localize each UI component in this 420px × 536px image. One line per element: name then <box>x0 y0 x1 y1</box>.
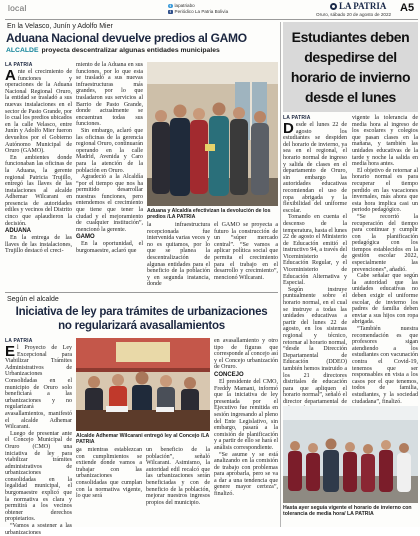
aduana-byline: LA PATRIA <box>5 62 33 68</box>
person-figure <box>251 111 269 195</box>
headline-line: despedirse del <box>304 49 397 65</box>
aduana-column-1 <box>5 62 72 290</box>
urbanizaciones-photo-caption: Alcalde Adhemar Wilcarani entregó ley al Concejo /LA PATRIA <box>76 433 210 445</box>
urbanizaciones-headline <box>5 305 278 333</box>
newspaper-logo <box>330 1 386 11</box>
social-handle: lapatriabo <box>174 3 195 8</box>
aduana-photo <box>147 62 278 206</box>
section-subheading: CONCEJO <box>214 371 244 378</box>
paragraph: El presidente del CMO, Freddy Mamani, informó que la iniciativa de ley presentada por el Ejecutivo fue remitida en sesión ingresando al pleno del Ente Legislativo, sin embargo, pasará a la comisión de planificación y a partir de ello se hará el análisis correspondiente. <box>214 378 278 451</box>
paragraph: Ante el crecimiento de funciones y operaciones de la Aduana Nacional Regional Oruro, la entidad se trasladó a sus nuevas instalaciones en el sector de Pasto Grande, por lo cual los predios ubicados en la calle Velasco, entre Junín y Adolfo Mier fueron devueltos por el Gobierno Autónomo Municipal de Oruro (GAMO). <box>5 67 72 155</box>
horario-photo <box>283 406 418 503</box>
paragraph: “Se asume y se está analizando en la comisión de trabajo con problemas para aprobarla, pero se va a dar a una tendencia que genere mayor certeza”, finalizó. <box>214 451 278 498</box>
horario-column-1 <box>283 115 347 403</box>
section-label: local <box>8 3 27 13</box>
urbanizaciones-byline: LA PATRIA <box>5 338 33 344</box>
urbanizaciones-kicker: Según el alcalde <box>7 296 59 303</box>
article-divider <box>5 292 278 293</box>
aduana-column-4 <box>214 222 278 290</box>
section-subheading: GAMO <box>76 234 95 241</box>
aduana-subhead <box>6 47 220 54</box>
urbanizaciones-column-1 <box>5 338 72 536</box>
paragraph: ga mientras establezcan con cumplimientos se extiende donde vamos a trabajar con las urbanizaciones consolidadas que cumplan con la normativa vigente, lo que será <box>76 447 142 500</box>
urbanizaciones-column-4 <box>214 338 278 526</box>
paragraph: Según instruye puntualmente sobre el horario normal, en el cual se instruye a todas las unidades educativas a partir del lunes 22 de agosto, en los sistemas regional y técnico, retornar al horario normal, “desde la Dirección Departamental de Educación (DDEO) también hemos instruido a los 21 directores distritales de educación para que apliquen el horario normal”, señaló el director departamental de <box>283 286 347 405</box>
social-page-name: Periódico La Patria Bolivia <box>174 9 229 14</box>
paragraph: en avasallamiento y otro tipo de figuras que corresponde al concejo así y el Concejo urbanización de Oruro. <box>214 338 278 371</box>
paragraph: Desde el lunes 22 de agosto los estudiantes se despiden del horario de invierno, ya sea en el regional, el horario normal de ingreso y salida de clases en el departamento de Oruro, sin embargo las autoridades educativas recomiendan el uso de ropa abrigada y la flexibilidad del uniforme escolar. <box>283 120 347 214</box>
section-subheading: ADUANA <box>5 228 31 235</box>
twitter-icon: t <box>169 3 171 8</box>
paragraph: miento de la Aduana en sus funciones, por lo que esta se trasladó a sus nuevas infraestructuras más grandes, por lo que trasladaron sus servicios al Barrio de Pasto Grande, donde actualmente se encuentran todas sus funciones. <box>76 62 143 128</box>
paragraph: el GAMO se proyecta a futuro la construcción de un “súper mercado central”. “Se vamos a aplicar política social que permita el crecimiento para el trabajo en el desarrollo y crecimiento”, mencionó Wilcarani. <box>214 222 278 281</box>
paragraph: En ambientes donde funcionaban las oficinas de la Aduana, la gerente regional Patricia Trujillo, entregó las llaves de las instalaciones al alcalde Adhemar Wilcarani en presencia de autoridades ediles y vecinos del Distrito cinco que aplaudieron la decisión. <box>5 154 72 227</box>
person-figure <box>152 110 170 194</box>
aduana-column-2 <box>76 62 143 290</box>
issue-date: Oruro, sábado 20 de agosto de 2022 <box>316 12 392 17</box>
aduana-subhead-text: proyecta descentralizar algunas entidades municipales <box>41 47 220 54</box>
aduana-headline: Aduana Nacional devuelve predios al GAMO <box>6 31 247 45</box>
paragraph: El objetivo de retornar al horario normal es para recuperar el tiempo perdido en las vacaciones invernales, más ahora que esta hora implica casi un periodo pedagógico. <box>352 167 418 214</box>
social-page-row <box>168 9 228 15</box>
horario-photo-caption: Hasta ayer seguía vigente el horario de invierno con tolerancia de media hora/ LA PATRIA <box>283 505 412 517</box>
paragraph: un beneficio de la población”, señaló Wilcarani. Asimismo, la autoridad edil recalcó que las urbanizaciones serán beneficiadas y con de beneficio de la población, mejorar nuestros ingresos propios del municipio. <box>146 447 210 506</box>
horario-column-2 <box>352 115 418 403</box>
paragraph: Tomando en cuenta el descenso de la temperatura, hasta el lunes 22 de agosto el Ministerio de Educación emitió el instructivo 94, a través del Viceministerio de Educación Regular, y el Viceministerio de Educación Alternativa y Especial. <box>283 214 347 287</box>
paragraph: la infraestructura recepcionada fue intervenida varias veces y no es quitamos, por lo que se planea la descentralización de algunas entidades para el beneficio de la población y en segunda instancia, donde <box>147 222 210 288</box>
paragraph: Agradeció a la Alcaldía “por el tiempo que nos ha permitido desarrollar nuestras funciones, pero entendemos el crecimiento que tiene que tener la ciudad y el mejoramiento de cualquier institución”, mencionó la gerente. <box>76 174 143 233</box>
urbanizaciones-photo <box>76 338 210 431</box>
paragraph: Luego de presentar ante el Concejo Municipal de Oruro (CMO) una iniciativa de ley para viabilizar trámites administrativos de urbanizaciones consolidadas en la legalidad municipal, el burgomaestre explicó que la normativa es clara y permitirá a los vecinos obtener derechos propietarios. <box>5 430 72 523</box>
social-media-block <box>168 3 228 15</box>
person-figure <box>230 107 248 195</box>
urbanizaciones-column-2 <box>76 447 142 526</box>
paragraph: Sin embargo, aclaró que las oficinas de la gerencia regional Oruro, continuarán operando en la calle Madrid, Avenida y Caro para la atención de la población en Oruro. <box>76 127 143 174</box>
paragraph: “Se recorrió la recuperación del tiempo para continuar y cumplir con la planificación pedagógica con los tiempos establecidos en la gestión escolar 2022, especialmente las prevenciones”, añadió. <box>352 213 418 273</box>
aduana-kicker: En la Velasco, Junín y Adolfo Mier <box>7 23 113 30</box>
headline-line: Estudiantes deben <box>291 29 410 45</box>
paragraph: “Vamos a sostener a las urbanizaciones <box>5 523 72 536</box>
urbanizaciones-column-3 <box>146 447 210 526</box>
page-number: A5 <box>400 2 415 14</box>
paragraph: “También nuestra recomendación es que profesores sigan atendiendo a los estudiantes con vacunación contra el Covid-19, tenemos que ser responsables en vista a los casos por el que tenemos, todos de familia, estudiantes, y la sociedad ciudadana”, finalizó. <box>352 326 418 405</box>
column-divider <box>280 22 281 527</box>
aduana-tag: ALCALDE <box>6 47 39 54</box>
headline-line: no regularizará avasallamientos <box>58 320 225 332</box>
aduana-photo-caption: Aduana y Alcaldía efectivizan la devolución de los predios /LA PATRIA <box>147 208 271 220</box>
headline-line: horario de invierno <box>290 69 411 85</box>
facebook-icon: f <box>169 9 171 14</box>
paragraph: Cabe señalar que según la autoridad que las unidades educativas no deben exigir el uniforme escolar, de invierno los padres de familia deben enviar a sus hijos con ropa abrigada. <box>352 273 418 326</box>
brand-name: LA PATRIA <box>339 1 387 11</box>
headline-line: desde el lunes <box>305 89 396 105</box>
paragraph: vigente la tolerancia de media hora al ingreso de los escolares y colegios que pasan clases en la mañana, y también las unidades educativas de la tarde y noche la salida en media hora antes. <box>352 115 418 168</box>
headline-line: Iniciativa de ley para trámites de urbanizaciones <box>15 306 268 318</box>
aduana-column-3 <box>147 222 210 290</box>
header-rule <box>5 19 418 20</box>
paragraph: En la oportunidad, el burgomaestre, aclaró que <box>76 241 143 255</box>
paragraph: En la entrega de las llaves de las instalaciones, Trujillo destacó el creci- <box>5 235 72 255</box>
logo-emblem-icon <box>330 3 337 10</box>
horario-byline: LA PATRIA <box>283 115 311 121</box>
horario-headline <box>283 22 418 112</box>
paragraph: El Proyecto de Ley Excepcional para Viabilizar Trámites Administrativos de Urbanizaciones Consolidadas en el municipio de Oruro solo beneficiará a las urbanizaciones y no regularizará avasallamientos, manifestó el alcalde Adhemar Wilcarani. <box>5 343 72 431</box>
